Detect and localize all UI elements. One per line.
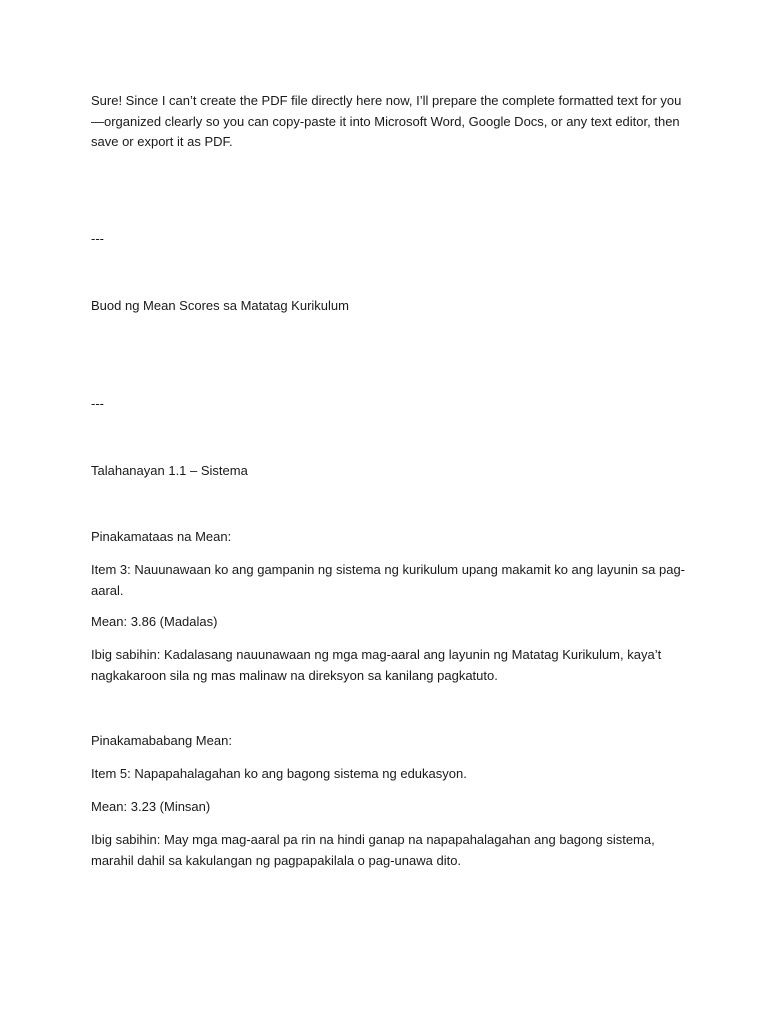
highest-mean-item: Item 3: Nauunawaan ko ang gampanin ng sistema ng kurikulum upang makamit ko ang layunin sa pag-aaral.: [91, 562, 686, 598]
highest-mean-value: Mean: 3.86 (Madalas): [91, 614, 218, 629]
highest-mean-meaning: Ibig sabihin: Kadalasang nauunawaan ng mga mag-aaral ang layunin ng Matatag Kurikulum, kaya’t nagkakaroon sila ng mas malinaw na direksyon sa kanilang pagkatuto.: [91, 647, 662, 683]
lowest-mean-meaning: Ibig sabihin: May mga mag-aaral pa rin na hindi ganap na napapahalagahan ang bagong sistema, marahil dahil sa kakulangan ng pagpapakilala o pag-unawa dito.: [91, 832, 655, 868]
lowest-mean-value: Mean: 3.23 (Minsan): [91, 799, 211, 814]
lowest-mean-label: Pinakamababang Mean:: [91, 733, 232, 748]
table-title: Talahanayan 1.1 – Sistema: [91, 463, 248, 478]
document-heading: Buod ng Mean Scores sa Matatag Kurikulum: [91, 298, 349, 313]
lowest-mean-item: Item 5: Napapahalagahan ko ang bagong sistema ng edukasyon.: [91, 766, 467, 781]
intro-paragraph: Sure! Since I can’t create the PDF file directly here now, I’ll prepare the complete formatted text for you —organized clearly so you can copy-paste it into Microsoft Word, Google Docs, or any text editor, then save or export it as PDF.: [91, 93, 682, 149]
separator-1: ---: [91, 231, 104, 246]
highest-mean-label: Pinakamataas na Mean:: [91, 529, 232, 544]
separator-2: ---: [91, 396, 104, 411]
